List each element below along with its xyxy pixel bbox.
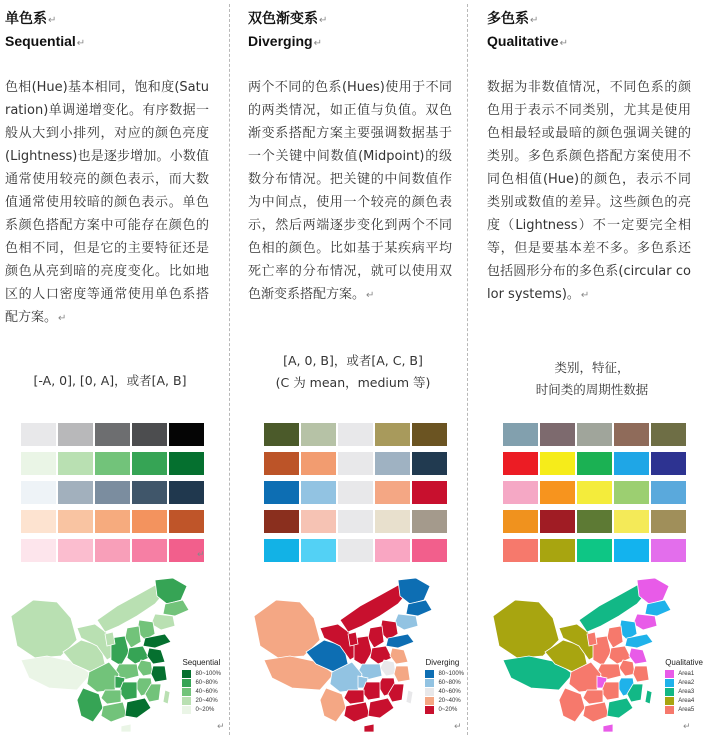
map-region-taiwan <box>645 690 652 704</box>
column-diverging: 双色渐变系↵ Diverging↵ 两个不同的色系(Hues)使用于不同的两类情况，如正值与负值。双色渐变系搭配方案主要强调数据基于一个关键中间数值(Midpoint)的级数分布情况。把关键的中间数值作为中间点，使用一个较亮的颜色表示，然后两端逐步变化到两个不同色相的颜色。比如基于某疾病平均死亡率的分布情况，就可以使用双色渐变系搭配方案。↵ [A, 0, B]，或者[A, C, B] (C 为 mean，medium 等) Diverging 80~100% 60~80% 40~60% 20~40% 0~20% ↵ <box>248 0 470 739</box>
color-swatch <box>503 539 538 562</box>
color-swatch <box>264 539 299 562</box>
legend-swatch <box>665 679 674 687</box>
legend-swatch <box>665 670 674 678</box>
color-swatch <box>21 539 56 562</box>
color-swatch <box>375 510 410 533</box>
color-swatch <box>21 510 56 533</box>
color-swatch <box>412 423 447 446</box>
color-swatch <box>169 423 204 446</box>
color-swatch <box>264 423 299 446</box>
sequential-palettes <box>21 423 206 568</box>
map-region-ningxia <box>105 632 115 646</box>
legend-item <box>665 669 703 678</box>
sequential-palette-row-2 <box>21 452 206 475</box>
color-swatch <box>540 510 575 533</box>
legend-swatch <box>182 679 191 687</box>
color-swatch <box>540 539 575 562</box>
qualitative-map <box>487 574 709 732</box>
legend-label: Area2 <box>678 679 695 686</box>
map-region-guizhou <box>344 690 364 704</box>
diverging-description: 两个不同的色系(Hues)使用于不同的两类情况，如正值与负值。双色渐变系搭配方案主要强调数据基于一个关键中间数值(Midpoint)的级数分布情况。把关键的中间数值作为中间点，使用一个较亮的颜色表示，然后两端逐步变化到两个不同色相的颜色。比如基于某疾病平均死亡率的分布情况，就可以使用双色渐变系搭配方案。↵ <box>248 80 452 302</box>
color-swatch <box>169 452 204 475</box>
legend-item <box>665 705 703 714</box>
color-swatch <box>338 423 373 446</box>
legend-swatch <box>182 697 191 705</box>
color-swatch <box>651 423 686 446</box>
qualitative-palette-row-2 <box>503 452 688 475</box>
legend-swatch <box>182 688 191 696</box>
color-swatch <box>132 539 167 562</box>
legend-label: Area1 <box>678 670 695 677</box>
legend-label: 40~60% <box>438 688 461 695</box>
color-swatch <box>375 452 410 475</box>
sequential-palette-row-3 <box>21 481 206 504</box>
legend-title: Qualitative <box>665 658 703 667</box>
diverging-palette-row-2 <box>264 452 449 475</box>
color-swatch <box>95 481 130 504</box>
color-swatch <box>577 510 612 533</box>
map-region-ningxia <box>348 632 358 646</box>
legend-title: Diverging <box>425 658 460 667</box>
sequential-description: 色相(Hue)基本相同，饱和度(Saturation)单调递增变化。有序数据一般从大到小排列，对应的颜色亮度(Lightness)也是逐步增加。小数值通常使用较亮的颜色表示，而大数值通常使用较暗的颜色表示。单色系颜色搭配方案中可能存在颜色的色相不同，但是它的主要特征还是颜色从亮到暗的亮度变化。比如地区的人口密度等通常使用单色系搭配方案。↵ <box>5 80 209 325</box>
sequential-map-legend <box>182 658 221 714</box>
qualitative-palette-row-4 <box>503 510 688 533</box>
color-swatch <box>301 481 336 504</box>
legend-item <box>182 678 221 687</box>
color-swatch <box>21 452 56 475</box>
color-swatch <box>58 452 93 475</box>
color-swatch <box>614 510 649 533</box>
legend-title: Sequential <box>182 658 221 667</box>
color-swatch <box>301 539 336 562</box>
legend-swatch <box>665 697 674 705</box>
color-swatch <box>540 452 575 475</box>
legend-swatch <box>665 706 674 714</box>
legend-label: 20~40% <box>438 697 461 704</box>
map-region-anhui <box>619 660 635 676</box>
column-sequential: 单色系↵ Sequential↵ 色相(Hue)基本相同，饱和度(Saturation)单调递增变化。有序数据一般从大到小排列，对应的颜色亮度(Lightness)也是逐步增加。小数值通常使用较亮的颜色表示，而大数值通常使用较暗的颜色表示。单色系颜色搭配方案中可能存在颜色的色相不同，但是它的主要特征还是颜色从亮到暗的亮度变化。比如地区的人口密度等通常使用单色系搭配方案。↵ [-A, 0], [0, A]，或者[A, B] Sequential 80~100% 60~80% 40~60% 20~40% 0~20% ↵ ↵ <box>5 0 227 739</box>
map-region-hunan <box>601 682 619 700</box>
color-swatch <box>169 510 204 533</box>
qualitative-description: 数据为非数值情况，不同色系的颜色用于表示不同类别，尤其是使用色相最轻或最暗的颜色强调关键的类别。多色系颜色搭配方案使用不同色相值(Hue)的颜色，表示不同类别或数值的差异。这些颜色的亮度（Lightness）不一定要完全相等，但是要基本差不多。多色系还包括圆形分布的多色系(circular color systems)。↵ <box>487 80 691 302</box>
sequential-en-title: Sequential↵ <box>5 33 86 49</box>
qualitative-cn-title: 多色系↵ <box>487 11 539 27</box>
color-swatch <box>651 510 686 533</box>
color-swatch <box>264 510 299 533</box>
color-swatch <box>301 510 336 533</box>
color-swatch <box>95 539 130 562</box>
legend-label: Area3 <box>678 688 695 695</box>
color-swatch <box>651 539 686 562</box>
legend-swatch <box>182 706 191 714</box>
color-swatch <box>651 452 686 475</box>
map-region-guizhou <box>101 690 121 704</box>
map-region-hainan <box>121 724 131 732</box>
color-swatch <box>132 510 167 533</box>
legend-swatch <box>665 688 674 696</box>
legend-item <box>665 687 703 696</box>
color-swatch <box>132 452 167 475</box>
color-swatch <box>338 510 373 533</box>
color-swatch <box>614 423 649 446</box>
legend-label: 20~40% <box>195 697 218 704</box>
color-swatch <box>301 423 336 446</box>
color-swatch <box>412 510 447 533</box>
map-region-liaoning <box>394 614 418 630</box>
map-region-taiwan <box>406 690 413 704</box>
map-region-guangdong <box>607 698 633 718</box>
color-swatch <box>412 539 447 562</box>
color-swatch <box>58 510 93 533</box>
map-region-yunnan <box>559 688 585 722</box>
color-swatch <box>338 481 373 504</box>
legend-item <box>425 678 464 687</box>
map-region-hainan <box>364 724 374 732</box>
map-region-guangdong <box>125 698 151 718</box>
qualitative-en-title: Qualitative↵ <box>487 33 568 49</box>
sequential-map <box>5 574 227 732</box>
color-swatch <box>338 539 373 562</box>
map-region-anhui <box>137 660 153 676</box>
color-swatch <box>412 481 447 504</box>
map-region-anhui <box>380 660 396 676</box>
diverging-map <box>248 574 470 732</box>
color-swatch <box>651 481 686 504</box>
color-swatch <box>412 452 447 475</box>
color-swatch <box>614 452 649 475</box>
color-swatch <box>264 481 299 504</box>
color-swatch <box>503 481 538 504</box>
color-swatch <box>540 481 575 504</box>
color-swatch <box>58 423 93 446</box>
qualitative-palette-row-3 <box>503 481 688 504</box>
map-region-hainan <box>603 724 613 732</box>
qualitative-map-legend <box>665 658 703 714</box>
qualitative-note-line-2: 时间类的周期性数据 <box>535 382 649 397</box>
color-swatch <box>503 510 538 533</box>
sequential-palette-row-4 <box>21 510 206 533</box>
legend-item <box>425 669 464 678</box>
legend-label: Area4 <box>678 697 695 704</box>
color-swatch <box>614 539 649 562</box>
color-swatch <box>95 510 130 533</box>
color-swatch <box>95 452 130 475</box>
color-swatch <box>577 452 612 475</box>
color-swatch <box>21 481 56 504</box>
color-swatch <box>338 452 373 475</box>
color-swatch <box>577 481 612 504</box>
map-region-hunan <box>362 682 380 700</box>
map-region-yunnan <box>77 688 103 722</box>
qualitative-palette-row-5 <box>503 539 688 562</box>
diverging-note <box>248 350 458 394</box>
map-region-taiwan <box>163 690 170 704</box>
column-divider-1 <box>229 4 230 735</box>
color-swatch <box>58 539 93 562</box>
color-swatch <box>375 481 410 504</box>
diverging-map-legend <box>425 658 464 714</box>
color-swatch <box>375 423 410 446</box>
legend-swatch <box>425 697 434 705</box>
map-region-zhejiang <box>394 666 410 682</box>
legend-item <box>665 678 703 687</box>
color-swatch <box>540 423 575 446</box>
legend-item <box>425 705 464 714</box>
color-swatch <box>21 423 56 446</box>
diverging-note-line-1: [A, 0, B]，或者[A, C, B] <box>283 353 423 368</box>
legend-label: 60~80% <box>195 679 218 686</box>
diverging-palette-row-1 <box>264 423 449 446</box>
color-swatch <box>58 481 93 504</box>
map-region-guangdong <box>368 698 394 718</box>
diverging-palette-row-5 <box>264 539 449 562</box>
color-swatch <box>301 452 336 475</box>
legend-item <box>182 687 221 696</box>
color-swatch <box>169 481 204 504</box>
sequential-palette-row-1 <box>21 423 206 446</box>
map-region-liaoning <box>151 614 175 630</box>
map-region-zhejiang <box>151 666 167 682</box>
color-swatch <box>132 481 167 504</box>
diverging-palette-row-4 <box>264 510 449 533</box>
legend-label: 80~100% <box>438 670 464 677</box>
qualitative-note <box>487 357 697 401</box>
qualitative-note-line-1: 类别，特征， <box>554 360 630 375</box>
legend-label: 60~80% <box>438 679 461 686</box>
map-region-hunan <box>119 682 137 700</box>
column-qualitative: 多色系↵ Qualitative↵ 数据为非数值情况，不同色系的颜色用于表示不同类别，尤其是使用色相最轻或最暗的颜色强调关键的类别。多色系颜色搭配方案使用不同色相值(Hue)的颜色，表示不同类别或数值的差异。这些颜色的亮度（Lightness）不一定要完全相等，但是要基本差不多。多色系还包括圆形分布的多色系(circular color systems)。↵ 类别，特征， 时间类的周期性数据 Qualitative Area1 Area2 Area3 Area4 Area5 ↵ <box>487 0 709 739</box>
diverging-cn-title: 双色渐变系↵ <box>248 11 328 27</box>
legend-item <box>182 705 221 714</box>
legend-label: 80~100% <box>195 670 221 677</box>
legend-swatch <box>425 679 434 687</box>
legend-item <box>425 687 464 696</box>
map-region-yunnan <box>320 688 346 722</box>
legend-swatch <box>182 670 191 678</box>
legend-item <box>425 696 464 705</box>
color-swatch <box>577 539 612 562</box>
legend-swatch <box>425 688 434 696</box>
color-swatch <box>577 423 612 446</box>
diverging-palette-row-3 <box>264 481 449 504</box>
sequential-palette-row-5 <box>21 539 206 562</box>
map-region-guizhou <box>583 690 603 704</box>
color-swatch <box>503 423 538 446</box>
sequential-cn-title: 单色系↵ <box>5 11 57 27</box>
legend-item <box>665 696 703 705</box>
map-region-guangxi <box>583 702 609 722</box>
color-swatch <box>95 423 130 446</box>
legend-item <box>182 669 221 678</box>
diverging-note-line-2: (C 为 mean，medium 等) <box>275 375 431 390</box>
map-region-ningxia <box>587 632 597 646</box>
legend-label: 40~60% <box>195 688 218 695</box>
legend-item <box>182 696 221 705</box>
qualitative-palettes <box>503 423 688 568</box>
sequential-note-line: [-A, 0], [0, A]，或者[A, B] <box>33 373 187 388</box>
legend-label: Area5 <box>678 706 695 713</box>
map-region-guangxi <box>344 702 370 722</box>
color-swatch <box>375 539 410 562</box>
color-swatch <box>503 452 538 475</box>
legend-swatch <box>425 670 434 678</box>
color-swatch <box>264 452 299 475</box>
legend-swatch <box>425 706 434 714</box>
legend-label: 0~20% <box>195 706 215 713</box>
map-region-liaoning <box>633 614 657 630</box>
map-region-guangxi <box>101 702 127 722</box>
color-swatch <box>614 481 649 504</box>
map-region-zhejiang <box>633 666 649 682</box>
sequential-note <box>5 370 215 392</box>
legend-label: 0~20% <box>438 706 458 713</box>
qualitative-palette-row-1 <box>503 423 688 446</box>
diverging-en-title: Diverging↵ <box>248 33 322 49</box>
diverging-palettes <box>264 423 449 568</box>
color-swatch <box>132 423 167 446</box>
